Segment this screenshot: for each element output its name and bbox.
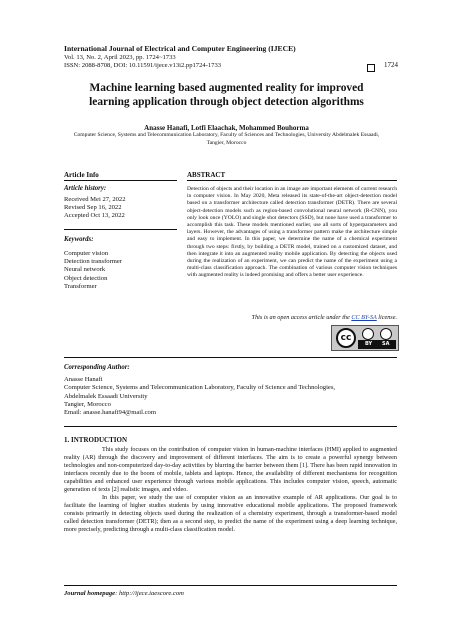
corresponding-details <box>64 376 394 417</box>
history-dates <box>64 196 126 221</box>
license-link[interactable]: CC BY-SA <box>351 314 377 321</box>
corresponding-line-3: Tangier, Morocco <box>64 400 111 408</box>
introduction-paragraph: In this paper, we study the use of computer vision as an innovative example of AR applications. Our goal is to facilitate the learning of higher studies students by using innovative educational mobile applications. The proposed framework consists primarily in detecting objects used during the realization of a chemistry experiment, through a transformer-based model called detection transformer (DETR); then as a second step, to predict the name of the experiment using a deep learning technique, more precisely, predicting through a multi-class classification model. <box>64 494 397 534</box>
corresponding-email[interactable]: Email: anasse.hanafi94@mail.com <box>64 409 156 417</box>
license-strip <box>358 340 396 349</box>
keyword-item: Detection transformer <box>64 258 123 266</box>
footer-rule <box>64 585 397 586</box>
issn-doi-line: ISSN: 2088-8708, DOI: 10.11591/ijece.v13i2.pp1724-1733 <box>64 62 222 69</box>
open-access-prefix: This is an open access article under the <box>251 314 352 321</box>
corresponding-bottom-rule <box>64 426 397 427</box>
keywords-list <box>64 250 122 291</box>
by-person-icon <box>362 328 374 340</box>
affiliation-line-2: Tangier, Morocco <box>206 139 247 146</box>
keyword-item: Object detection <box>64 274 108 282</box>
cc-license-badge[interactable] <box>331 325 399 351</box>
abstract-rule <box>187 180 397 181</box>
affiliation <box>50 132 403 147</box>
article-info-heading: Article Info <box>64 171 99 179</box>
received-date: Received Mei 27, 2022 <box>64 196 126 203</box>
affiliation-line-1: Computer Science, Systems and Telecommunication Laboratory, Faculty of Sciences and Technologies, University Abdelmalek Essaadi, <box>73 132 380 138</box>
keyword-item: Transformer <box>64 282 97 290</box>
corresponding-heading: Corresponding Author: <box>64 364 130 371</box>
title-line-2: learning application through object detection algorithms <box>89 96 364 108</box>
page-marker-icon <box>367 64 375 72</box>
title-line-1: Machine learning based augmented reality for improved <box>89 82 364 94</box>
by-label: BY <box>365 341 373 347</box>
keyword-item: Computer vision <box>64 250 109 257</box>
authors: Anasse Hanafi, Lotfi Elaachak, Mohammed Bouhorma <box>144 124 309 132</box>
introduction-paragraph: This study focuses on the contribution of computer vision in human-machine interfaces (HMI) applied to augmented reality (AR) through the discovery and improvement of different interfaces. The aim is to create a powerful synergy between technologies and non-computerized day-to-day activities by blurring the barrier between them [1]. There has been rapid innovation in interfaces recently due to the boom of mobile, tablets and laptops. Hence, the availability of different mechanisms for recognition capabilities and enhanced user experience through various mobile applications. This includes computer vision, speech, automatic generation of texts [2] realistic images, and video. <box>64 446 397 494</box>
keywords-rule <box>64 229 177 230</box>
article-history-heading: Article history: <box>64 185 107 192</box>
introduction-heading: 1. INTRODUCTION <box>64 436 128 444</box>
introduction-body <box>64 446 397 535</box>
accepted-date: Accepted Oct 13, 2022 <box>64 212 125 220</box>
keyword-item: Neural network <box>64 266 106 274</box>
article-info-rule <box>64 180 177 181</box>
journal-homepage <box>64 590 184 597</box>
journal-name: International Journal of Electrical and Computer Engineering (IJECE) <box>64 44 296 53</box>
corresponding-name: Anasse Hanafi <box>64 376 103 383</box>
abstract-text: Detection of objects and their location in an image are important elements of current research in computer vision. In May 2020, Meta released its state-of-the-art object-detection model based on a transformer architecture called detection transformer (DETR). There are several object-detection models such as region-based convolutional neural network (R-CNN), you only look once (YOLO) and single shot detectors (SSD), but none have used a transformer to accomplish this task. These models mentioned earlier, use all sorts of hyperparameters and layers. However, the advantages of using a transformer pattern make the architecture simple and easy to implement. In this paper, we determine the name of a chemical experiment through two steps: firstly, by building a DETR model, trained on a customized dataset, and then integrate it into an augmented reality mobile application. By detecting the objects used during the realization of an experiment, we can predict the name of the experiment using a multi-class classification approach. The combination of various computer vision techniques with augmented reality is indeed promising and offers a better user experience. <box>187 186 397 279</box>
info-box-bottom-rule <box>64 357 397 358</box>
paper-title <box>60 81 393 109</box>
page-number: 1724 <box>384 61 398 69</box>
cc-logo-icon: cc <box>336 328 356 348</box>
keywords-heading: Keywords: <box>64 236 94 243</box>
homepage-label: Journal homepage <box>64 590 116 597</box>
open-access-note <box>187 314 397 321</box>
sa-share-icon <box>380 328 392 340</box>
homepage-url[interactable]: : http://ijece.iaescore.com <box>115 590 184 597</box>
volume-line: Vol. 13, No. 2, April 2023, pp. 1724~1733 <box>64 54 176 61</box>
sa-label: SA <box>382 341 390 347</box>
open-access-suffix: license. <box>376 314 397 321</box>
revised-date: Revised Sep 16, 2022 <box>64 204 122 212</box>
corresponding-line-2: Abdelmalek Essaadi University <box>64 392 148 400</box>
corresponding-line-1: Computer Science, Systems and Telecommunication Laboratory, Faculty of Science and Technologies, <box>64 384 336 392</box>
abstract-heading: ABSTRACT <box>187 171 226 179</box>
